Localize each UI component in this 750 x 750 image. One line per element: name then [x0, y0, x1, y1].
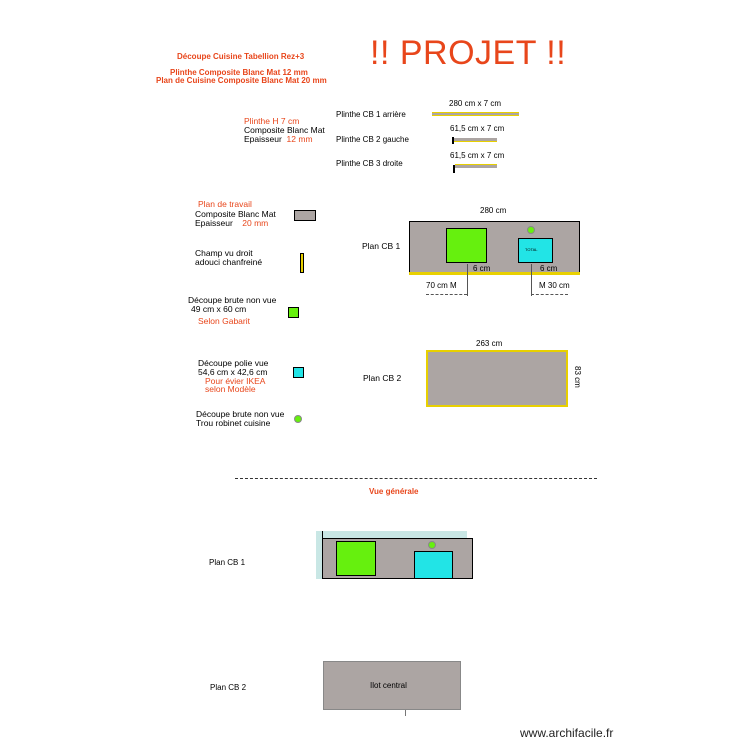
- plinthe-3-end: [453, 165, 455, 173]
- plinthe-2-size: 61,5 cm x 7 cm: [450, 124, 505, 133]
- overview-plan1-tap-hole: [428, 541, 436, 549]
- legend-worktop-thickness: [195, 219, 268, 229]
- overview-island-marker: [405, 710, 406, 716]
- plan-cb1-label: Plan CB 1: [362, 241, 401, 251]
- overview-plan2-label: Plan CB 2: [210, 683, 247, 692]
- plan-cb1-tap-hole: [527, 226, 535, 234]
- plinthe-3-size: 61,5 cm x 7 cm: [450, 151, 505, 160]
- plan-cb1-sink-mark: TOTAL: [525, 247, 538, 252]
- legend-rough-swatch: [288, 307, 299, 318]
- legend-worktop-material: Composite Blanc Mat: [195, 209, 276, 219]
- plan-cb1-rough-left-line: [446, 228, 447, 263]
- legend-tap-line2: Trou robinet cuisine: [196, 418, 271, 428]
- legend-worktop-title: Plan de travail: [198, 199, 252, 209]
- legend-edge-line1: Champ vu droit: [195, 248, 253, 258]
- plinthe-1-size: 280 cm x 7 cm: [449, 99, 502, 108]
- legend-rough-line1: Découpe brute non vue: [188, 295, 277, 305]
- plinthe-1-label: Plinthe CB 1 arrière: [336, 110, 406, 119]
- plinthe-thickness-label: Epaisseur: [244, 134, 282, 144]
- overview-separator: [235, 478, 597, 479]
- legend-tap-swatch: [294, 415, 302, 423]
- plan-cb2-worktop: [426, 350, 568, 407]
- legend-edge-swatch: [300, 253, 304, 273]
- plan-cb2-edge-top: [426, 350, 568, 352]
- legend-polished-note2: selon Modèle: [205, 384, 256, 394]
- plan-cb1-gap-right: 6 cm: [540, 264, 558, 273]
- legend-polished-swatch: [293, 367, 304, 378]
- plan-cb1-offset-left-line: [426, 294, 467, 295]
- plan-cb2-width: 263 cm: [476, 339, 503, 348]
- worktop-thickness-value: 20 mm: [242, 218, 269, 228]
- plan-cb1-rough-cut: [446, 228, 487, 263]
- plinthe-legend-material: Composite Blanc Mat: [244, 125, 325, 135]
- worktop-thickness-label: Epaisseur: [195, 218, 233, 228]
- overview-plan1-rough-cut: [336, 541, 376, 576]
- legend-worktop-swatch: [294, 210, 316, 221]
- plinthe-legend-title: Plinthe H 7 cm: [244, 116, 300, 126]
- plinthe-legend-thickness: [244, 135, 313, 145]
- legend-polished-line1: Découpe polie vue: [198, 358, 269, 368]
- legend-tap-line1: Découpe brute non vue: [196, 409, 285, 419]
- plan-cb1-guide-right: [531, 264, 532, 296]
- plinthe-1-bar: [432, 112, 519, 116]
- overview-plan1-sink-cut: [414, 551, 453, 579]
- header-subtitle-plinthe: Plinthe Composite Blanc Mat 12 mm: [170, 68, 308, 77]
- plan-cb2-label: Plan CB 2: [363, 373, 402, 383]
- header-title: Découpe Cuisine Tabellion Rez+3: [177, 52, 305, 61]
- plan-cb1-width: 280 cm: [480, 206, 507, 215]
- header-subtitle-plan: Plan de Cuisine Composite Blanc Mat 20 mm: [156, 76, 327, 85]
- plinthe-3-bar: [455, 164, 497, 168]
- plinthe-2-end: [452, 137, 454, 144]
- plan-cb2-depth: 83 cm: [573, 366, 582, 388]
- plinthe-thickness-value: 12 mm: [286, 134, 313, 144]
- plan-cb1-gap-left: 6 cm: [473, 264, 491, 273]
- plan-cb2-edge-right: [566, 350, 568, 407]
- archifacile-watermark: www.archifacile.fr: [520, 726, 614, 740]
- plan-cb1-guide-left: [467, 264, 468, 296]
- projet-banner: !! PROJET !!: [370, 34, 567, 72]
- overview-plan1-left-edge: [322, 531, 323, 579]
- legend-edge-line2: adouci chanfreiné: [195, 257, 263, 267]
- plan-cb1-offset-left: 70 cm M: [426, 281, 457, 290]
- legend-polished-note1: Pour évier IKEA: [205, 376, 266, 386]
- plinthe-2-bar: [453, 138, 497, 142]
- overview-title: Vue générale: [369, 487, 419, 496]
- legend-rough-line2: 49 cm x 60 cm: [191, 304, 247, 314]
- plan-cb1-offset-right-line: [531, 294, 568, 295]
- plan-cb2-edge-bottom: [426, 405, 568, 407]
- overview-island-label: Ilot central: [370, 681, 407, 690]
- overview-plan1-label: Plan CB 1: [209, 558, 246, 567]
- plan-cb1-offset-right: M 30 cm: [539, 281, 570, 290]
- plinthe-2-label: Plinthe CB 2 gauche: [336, 135, 409, 144]
- plinthe-3-label: Plinthe CB 3 droite: [336, 159, 403, 168]
- plan-cb2-edge-left: [426, 350, 428, 407]
- legend-polished-line2: 54,6 cm x 42,6 cm: [198, 367, 268, 377]
- legend-rough-note: Selon Gabarit: [198, 316, 250, 326]
